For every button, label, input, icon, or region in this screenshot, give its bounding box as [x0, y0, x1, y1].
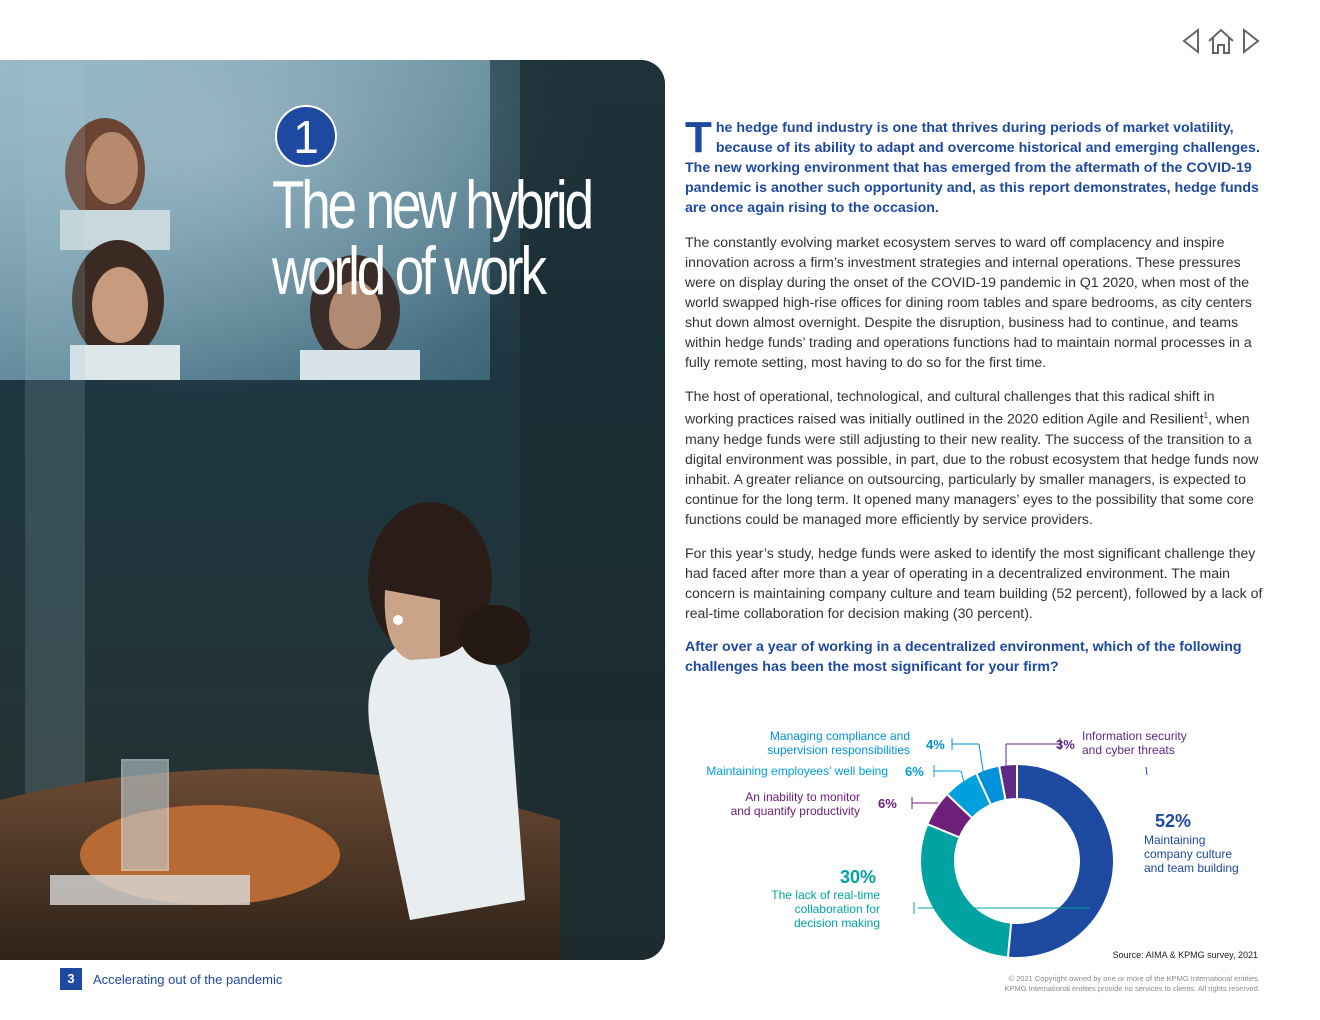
culture-label-line: company culture — [1144, 847, 1233, 861]
collab-percent: 30% — [840, 867, 877, 887]
donut-chart — [680, 725, 1270, 965]
footer-title[interactable]: Accelerating out of the pandemic — [93, 972, 283, 987]
footnote-ref[interactable]: 1 — [1203, 411, 1209, 420]
article-body — [685, 113, 1263, 677]
donut-slice-collab — [920, 824, 1011, 957]
chapter-title — [272, 167, 591, 309]
compliance-percent: 4% — [926, 737, 945, 752]
page-number: 3 — [60, 968, 82, 990]
security-label-line: and cyber threats — [1082, 743, 1175, 757]
chart-source: Source: AIMA & KPMG survey, 2021 — [1112, 950, 1258, 960]
collab-label-line: collaboration for — [794, 902, 880, 916]
paragraph-1: The constantly evolving market ecosystem serves to ward off complacency and inspire innovation across a firm’s investment strategies and internal operations. These pressures were on display during the onset of the COVID-19 pandemic in Q1 2020, when most of the world swapped high-rise offices for dining room tables and spare bedrooms, as city centers shut down almost overnight. Despite the disruption, business had to continue, and teams within hedge funds’ trading and operations functions had to maintain normal processes in a fully remote setting, most having to do so for the first time. — [685, 234, 1252, 370]
drop-cap: T — [685, 113, 712, 162]
copyright-line-2: KPMG International entities provide no services to clients. All rights reserved. — [1004, 984, 1260, 993]
donut-slice-culture — [1008, 764, 1114, 958]
paragraph-2-text-b: , when many hedge funds were still adjusting to their new reality. The success of the transition to a digital environment was possible, in part, due to the robust ecosystem that hedge funds now inhabit. A greater reliance on outsourcing, particularly by smaller managers, is expected to continue for the long term. It opened many managers’ eyes to the possibility that some core functions could be managed more efficiently by service providers. — [685, 410, 1259, 527]
collab-label-line: decision making — [793, 916, 880, 930]
security-percent: 3% — [1056, 737, 1075, 752]
chapter-number: 1 — [275, 105, 337, 167]
paragraph-3: For this year’s study, hedge funds were asked to identify the most significant challenge they had faced after more than a year of operating in a decentralized environment. The main concern is maintaining company culture and team building (52 percent), followed by a lack of real-time collaboration for decision making (30 percent). — [685, 544, 1263, 621]
compliance-label-line: supervision responsibilities — [767, 743, 910, 757]
monitor-label-line: An inability to monitor — [745, 790, 860, 804]
chapter-title-line-2: world of work — [272, 233, 544, 309]
culture-label-line: and team building — [1144, 861, 1239, 875]
forward-arrow-icon[interactable] — [1240, 26, 1262, 56]
hero-photo — [0, 60, 665, 960]
collab-label — [740, 888, 880, 930]
page-navigation — [1180, 26, 1264, 56]
monitor-label — [700, 790, 860, 818]
culture-label — [1144, 833, 1239, 875]
wellbeing-percent: 6% — [905, 764, 924, 779]
copyright-line-1: © 2021 Copyright owned by one or more of the KPMG International entities. — [1008, 974, 1260, 983]
copyright-notice — [940, 974, 1260, 994]
paragraph-2 — [685, 386, 1263, 529]
chart-question: After over a year of working in a decentralized environment, which of the following challenges has been the most significant for your firm? — [685, 638, 1242, 675]
culture-percent: 52% — [1155, 811, 1192, 831]
collab-label-line: The lack of real-time — [771, 888, 880, 902]
intro-paragraph — [685, 113, 1263, 218]
intro-text: he hedge fund industry is one that thrives during periods of market volatility, because of its ability to adapt and overcome historical and emerging challenges. The new working environment that has emerged from the aftermath of the COVID-19 pandemic is another such opportunity and, as this report demonstrates, hedge funds are once again rising to the occasion. — [685, 120, 1260, 216]
security-label-line: Information security — [1082, 729, 1187, 743]
home-icon[interactable] — [1206, 26, 1236, 56]
paragraph-2-text-a: The host of operational, technological, and cultural challenges that this radical shift in working practices raised was initially outlined in the 2020 edition Agile and Resilient — [685, 388, 1215, 427]
security-label — [1082, 729, 1187, 757]
compliance-label — [720, 729, 910, 757]
monitor-percent: 6% — [878, 796, 897, 811]
wellbeing-label — [686, 764, 888, 778]
monitor-label-line: and quantify productivity — [730, 804, 860, 818]
back-arrow-icon[interactable] — [1180, 26, 1202, 56]
wellbeing-label-line: Maintaining employees’ well being — [706, 764, 888, 778]
culture-label-line: Maintaining — [1144, 833, 1206, 847]
compliance-label-line: Managing compliance and — [769, 729, 910, 743]
chapter-title-line-1: The new hybrid — [272, 167, 591, 243]
